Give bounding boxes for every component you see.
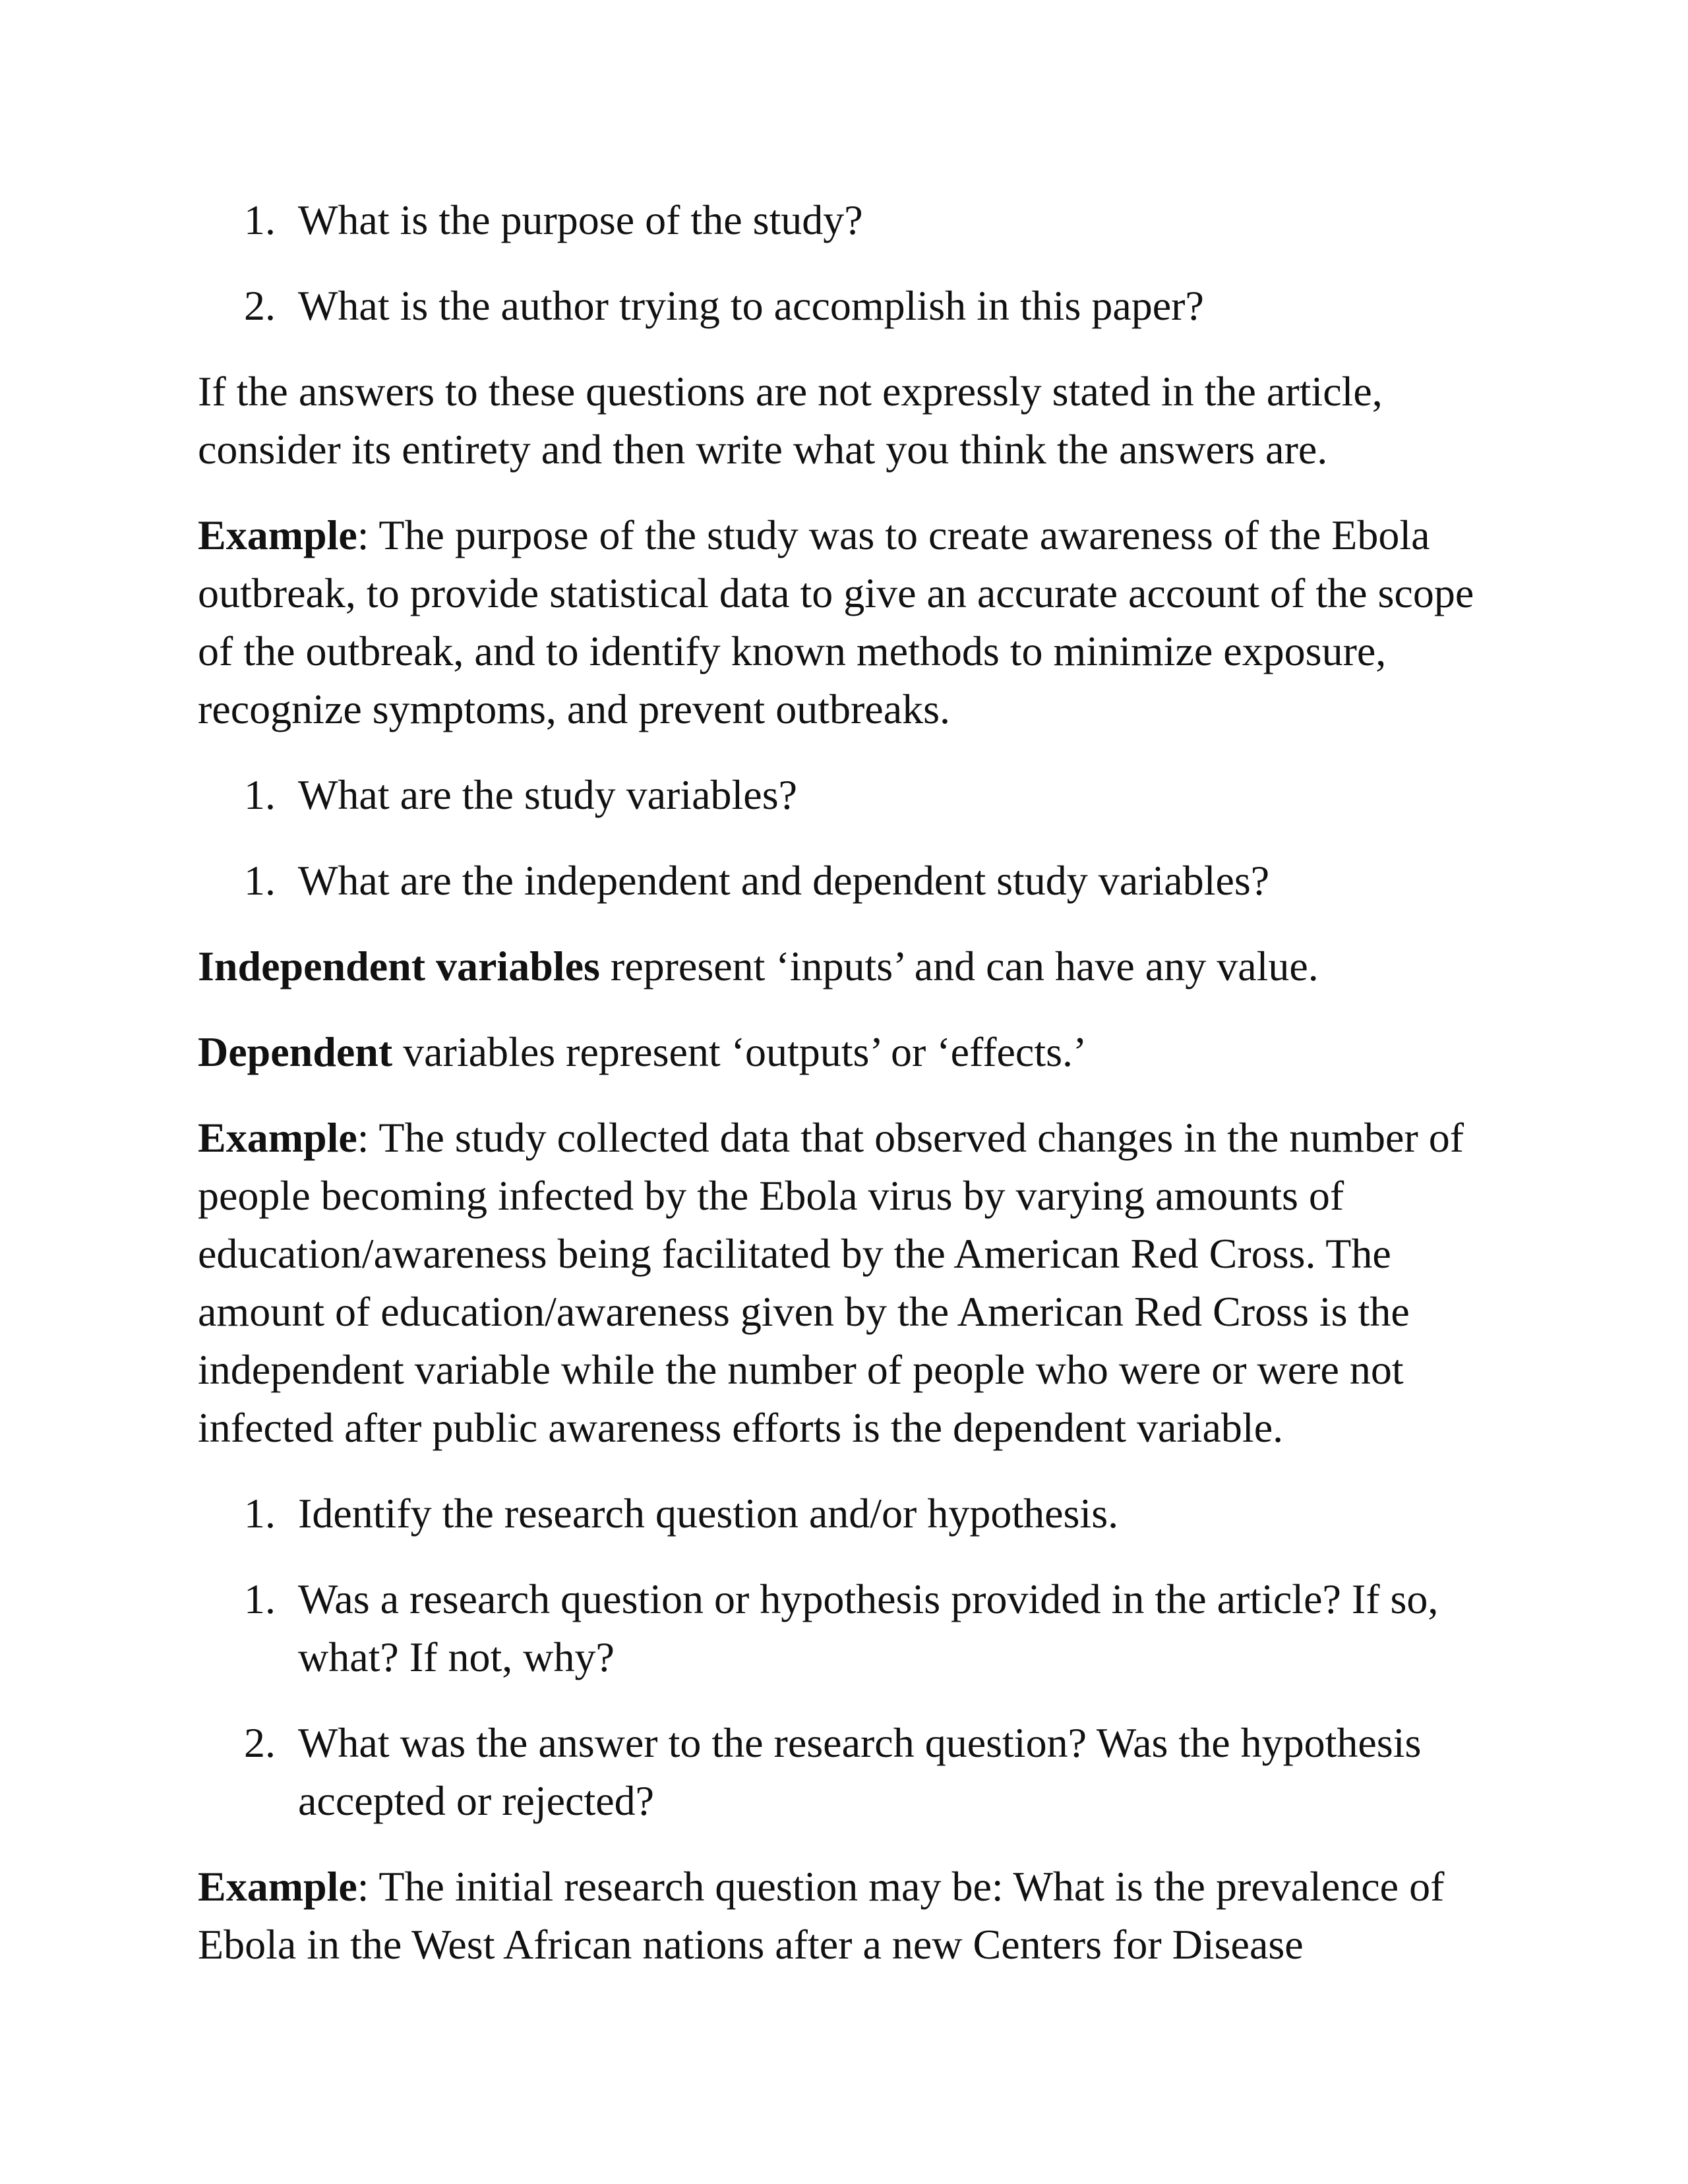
list-number: 1. — [244, 1490, 276, 1537]
list-item — [198, 852, 1503, 910]
list-item-text: Identify the research question and/or hypothesis. — [298, 1490, 1119, 1537]
example-label: Example — [198, 1863, 357, 1910]
list-item — [198, 766, 1503, 824]
dependent-variables-text: variables represent ‘outputs’ or ‘effects.’ — [392, 1028, 1087, 1075]
example-paragraph — [198, 1858, 1503, 1974]
example-label: Example — [198, 512, 357, 558]
example-text: : The initial research question may be: What is the prevalence of Ebola in the West African nations after a new Centers for Disease — [198, 1863, 1445, 1968]
example-text: : The purpose of the study was to create awareness of the Ebola outbreak, to provide statistical data to give an accurate account of the scope of the outbreak, and to identify known methods to minimize exposure, recognize symptoms, and prevent outbreaks. — [198, 512, 1474, 732]
document-content — [198, 191, 1503, 2001]
list-item — [198, 1714, 1503, 1830]
list-number: 1. — [244, 1576, 276, 1622]
list-item-text: What is the author trying to accomplish in this paper? — [298, 282, 1204, 329]
list-item-text: What is the purpose of the study? — [298, 196, 863, 243]
list-number: 2. — [244, 282, 276, 329]
paragraph-instructions: If the answers to these questions are not expressly stated in the article, consider its entirety and then write what you think the answers are. — [198, 368, 1383, 473]
example-label: Example — [198, 1114, 357, 1161]
independent-variables-text: represent ‘inputs’ and can have any value. — [599, 943, 1319, 989]
example-paragraph — [198, 1109, 1503, 1457]
list-item-text: What are the independent and dependent study variables? — [298, 857, 1270, 904]
list-number: 2. — [244, 1719, 276, 1766]
example-text: : The study collected data that observed changes in the number of people becoming infected by the Ebola virus by varying amounts of education/awareness being facilitated by the American Red Cross. The amount of education/awareness given by the American Red Cross is the independent variable while the number of people who were or were not infected after public awareness efforts is the dependent variable. — [198, 1114, 1464, 1451]
independent-variables-label: Independent variables — [198, 943, 600, 989]
list-item-text: What are the study variables? — [298, 771, 797, 818]
list-number: 1. — [244, 771, 276, 818]
independent-variables-paragraph — [198, 937, 1503, 995]
list-item — [198, 191, 1503, 249]
list-number: 1. — [244, 857, 276, 904]
list-item-text: Was a research question or hypothesis provided in the article? If so, what? If not, why? — [298, 1576, 1439, 1680]
list-item — [198, 1485, 1503, 1543]
example-paragraph — [198, 506, 1503, 738]
list-item-text: What was the answer to the research question? Was the hypothesis accepted or rejected? — [298, 1719, 1422, 1824]
list-item — [198, 1570, 1503, 1686]
dependent-variables-paragraph — [198, 1023, 1503, 1081]
list-number: 1. — [244, 196, 276, 243]
dependent-variables-label: Dependent — [198, 1028, 393, 1075]
list-item — [198, 277, 1503, 335]
